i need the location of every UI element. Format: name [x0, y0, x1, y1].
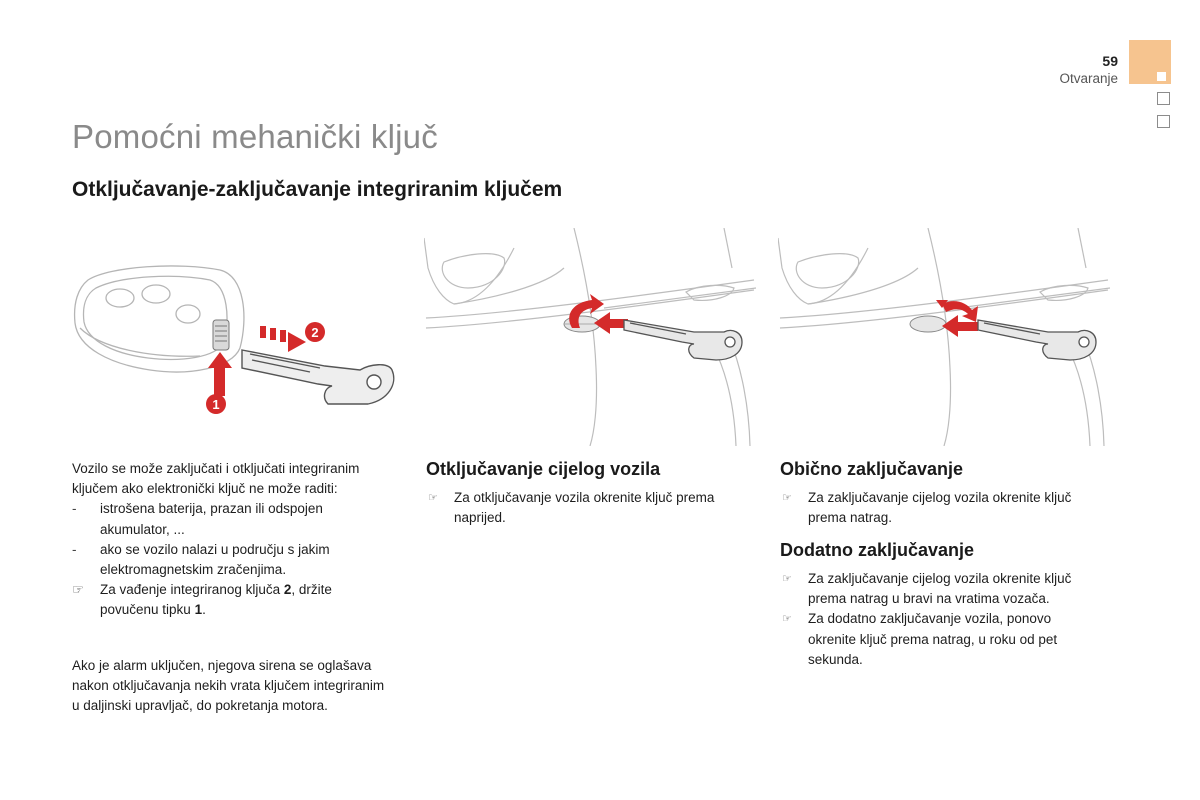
page-subtitle: Otključavanje-zaključavanje integriranim ključem	[72, 178, 563, 201]
pull-arrow-icon	[260, 326, 306, 352]
page-title: Pomoćni mehanički ključ	[72, 118, 438, 155]
list-item	[780, 569, 1100, 609]
callout-number-1: 1	[212, 397, 220, 412]
list-item-text: Za vađenje integriranog ključa 2, držite povučenu tipku 1.	[100, 582, 332, 618]
list-item	[780, 488, 1100, 528]
door-lock-illustration	[778, 228, 1110, 446]
section-tab-box	[1157, 115, 1170, 128]
callout-number-2: 2	[311, 325, 319, 340]
deadlock-heading: Dodatno zaključavanje	[780, 540, 975, 560]
callout-badge	[305, 322, 325, 342]
release-button	[213, 320, 229, 350]
lock-list	[780, 488, 1100, 528]
deadlock-list	[780, 569, 1100, 670]
lock-heading: Obično zaključavanje	[780, 459, 964, 479]
mechanical-key-icon	[624, 320, 742, 360]
list-item-text: Za dodatno zaključavanje vozila, ponovo okrenite ključ prema natrag, u roku od pet sekunda.	[808, 611, 1058, 667]
page-number: 59	[1102, 53, 1118, 69]
insert-arrow-icon	[594, 312, 628, 334]
mechanical-key-icon	[978, 320, 1096, 360]
push-arrow-icon	[208, 352, 232, 396]
list-item-text: Za zaključavanje cijelog vozila okrenite ključ prema natrag.	[808, 490, 1072, 526]
section-tab-box	[1157, 92, 1170, 105]
pointing-hand-icon: ☞	[428, 492, 438, 504]
pointing-hand-icon: ☞	[72, 582, 85, 598]
unlock-heading: Otključavanje cijelog vozila	[426, 459, 661, 479]
unlock-list	[426, 488, 726, 528]
door-unlock-illustration	[424, 228, 756, 446]
list-item	[72, 540, 392, 580]
list-item	[780, 609, 1100, 670]
pointing-hand-icon: ☞	[782, 613, 792, 626]
list-item-text: ako se vozilo nalazi u području s jakim elektromagnetskim zračenjima.	[100, 541, 330, 578]
key-extraction-illustration	[70, 258, 410, 423]
list-item	[72, 499, 392, 539]
dash-mark: -	[72, 541, 77, 557]
list-item	[426, 488, 726, 528]
intro-text: Vozilo se može zaključati i otključati integriranim ključem ako elektronički ključ ne može raditi:	[72, 461, 360, 497]
dash-mark: -	[72, 501, 77, 517]
mechanical-key-icon	[242, 350, 394, 404]
list-item-text: Za otključavanje vozila okrenite ključ prema naprijed.	[454, 490, 715, 526]
pointing-hand-icon: ☞	[782, 492, 792, 504]
callout-badge	[206, 394, 226, 414]
intro-block	[72, 459, 392, 621]
section-name: Otvaranje	[1059, 71, 1118, 86]
section-tab-marker	[1157, 72, 1166, 81]
pointing-hand-icon: ☞	[782, 573, 792, 585]
alarm-note: Ako je alarm uključen, njegova sirena se oglašava nakon otključavanja nekih vrata ključem integriranim u daljinski upravljač, do pokretanja motora.	[72, 658, 385, 714]
lock-cylinder-icon	[910, 316, 946, 332]
list-item-text: istrošena baterija, prazan ili odspojen akumulator, ...	[100, 501, 323, 537]
list-item	[72, 580, 392, 620]
list-item-text: Za zaključavanje cijelog vozila okrenite ključ prema natrag u bravi na vratima vozača.	[808, 571, 1072, 607]
